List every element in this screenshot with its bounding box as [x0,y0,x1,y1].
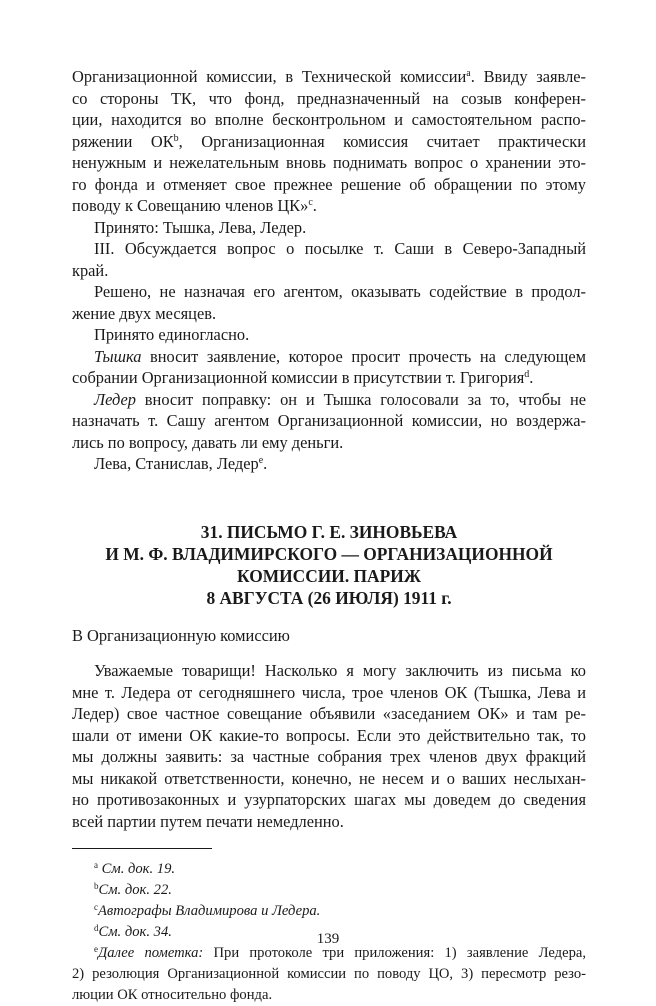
speaker-name: Тышка [94,346,142,366]
footnote-ref-d[interactable]: d [524,369,530,380]
footnote-e-line: люции ОК относительно фонда. [72,987,273,1003]
text-line: Решено, не назначая его агентом, оказывать содействие в продол- [94,282,586,301]
footnote-mark: d [94,923,99,933]
page-number: 139 [316,931,340,947]
document-heading [72,521,586,609]
text-line: го фонда и отменяет свое прежнее решение об обращении по этому [72,174,586,194]
text-line: лись по вопросу, давать ли ему деньги. [72,432,344,452]
leder-paragraph [72,389,586,454]
text-span: , Организационная комиссия считает практически [178,131,586,151]
footnote-mark: c [94,902,98,912]
footnote-mark: e [94,944,98,954]
footnote-label: Далее пометка: [98,945,204,961]
footnote-text: См. док. 22. [98,882,172,898]
footnote-e-line: 2) резолюция Организационной комиссии по поводу ЦО, 3) пересмотр резо- [72,966,586,982]
page-body [72,66,586,1006]
text-span: Организационной комиссии, в Технической комиссии [72,67,467,86]
text-line: собрании Организационной комиссии в присутствии т. Григория$^d$. [72,368,534,387]
text-line: мы никакой ответственности, конечно, не несем и о ваших неслыхан- [72,768,586,788]
text-line: со стороны ТК, что фонд, предназначенный на созыв конферен- [72,88,586,108]
footnote-ref-a[interactable]: a [466,68,471,79]
text-span: ряжении ОК [72,131,174,151]
text-line: мы должны заявить: за частные собрания трех членов двух фракций [72,747,586,766]
footnote-text: См. док. 19. [101,861,176,877]
text-span: собрании Организационной комиссии в присутствии т. Григория [72,368,525,387]
footnote-ref-c[interactable]: c [308,197,313,208]
footnote-divider [72,848,212,849]
text-line: III. Обсуждается вопрос о посылке т. Саши в Северо-Западный [94,239,586,258]
decision-paragraph [72,281,586,324]
signatures-line: Лева, Станислав, Ледер$^e$. [94,454,268,473]
accepted-line-2: Принято единогласно. [94,325,250,344]
footnote-mark: b [94,881,99,891]
footnote-text: См. док. 34. [98,924,172,940]
text-span: поводу к Совещанию членов ЦК» [72,196,309,215]
text-line: ции, находится во вполне бесконтрольном и самостоятельном распо- [72,110,586,129]
text-line: ненужным и нежелательным вновь поднимать вопрос о хранении это- [72,153,586,172]
text-span: вносит заявление, которое просит прочесть на следующем [141,346,586,366]
heading-line: И М. Ф. ВЛАДИМИРСКОГО — ОРГАНИЗАЦИОННОЙ [105,543,553,564]
footnote-mark: a [94,860,98,870]
text-span: . Ввиду заявле- [470,67,586,86]
text-line: шали от имени ОК какие-то вопросы. Если это действительно так, то [72,725,586,745]
letter-body [72,660,586,832]
text-line: но противозаконных и узурпаторских шагах мы доведем до сведения [72,790,586,809]
salutation: В Организационную комиссию [72,625,290,645]
footnote-ref-e[interactable]: e [258,455,264,466]
footnote-ref-b[interactable]: b [173,132,179,144]
heading-line: 31. ПИСЬМО Г. Е. ЗИНОВЬЕВА [200,521,458,542]
heading-line: 8 АВГУСТА (26 ИЮЛЯ) 1911 г. [206,587,452,608]
agenda-item-3 [72,238,586,281]
continuation-paragraph [72,66,586,217]
text-line: мне т. Ледера от сегодняшнего числа, трое членов ОК (Тышка, Лева и [72,682,586,702]
footnote-text: Автографы Владимирова и Ледера. [98,903,321,919]
text-span: Лева, Станислав, Ледер [94,454,259,473]
text-line [72,131,586,153]
footnote-a [72,859,586,880]
footnote-c [72,901,586,922]
text-line: Ледер) свое частное совещание объявили «заседанием ОК» и там ре- [72,704,586,723]
text-line [72,389,586,411]
speaker-name: Ледер [94,389,136,409]
text-line: назначать т. Сашу агентом Организационной комиссии, но воздержа- [72,411,586,430]
accepted-line-1: Принято: Тышка, Лева, Ледер. [94,217,307,237]
text-line: жение двух месяцев. [72,303,217,323]
text-line: всей партии путем печати немедленно. [72,811,344,831]
text-line [72,66,586,88]
tyshka-paragraph [72,346,586,389]
footnote-b [72,880,586,901]
text-line [72,346,586,368]
text-line: край. [72,260,109,280]
heading-line: КОМИССИИ. ПАРИЖ [237,565,421,586]
text-span: вносит поправку: он и Тышка голосовали за то, чтобы не [135,389,586,409]
footnote-text: При протоколе три приложения: 1) заявление Ледера, [203,945,586,961]
text-line: Уважаемые товарищи! Насколько я могу заключить из письма ко [94,661,586,680]
text-line: поводу к Совещанию членов ЦК»$^c$. [72,196,317,215]
